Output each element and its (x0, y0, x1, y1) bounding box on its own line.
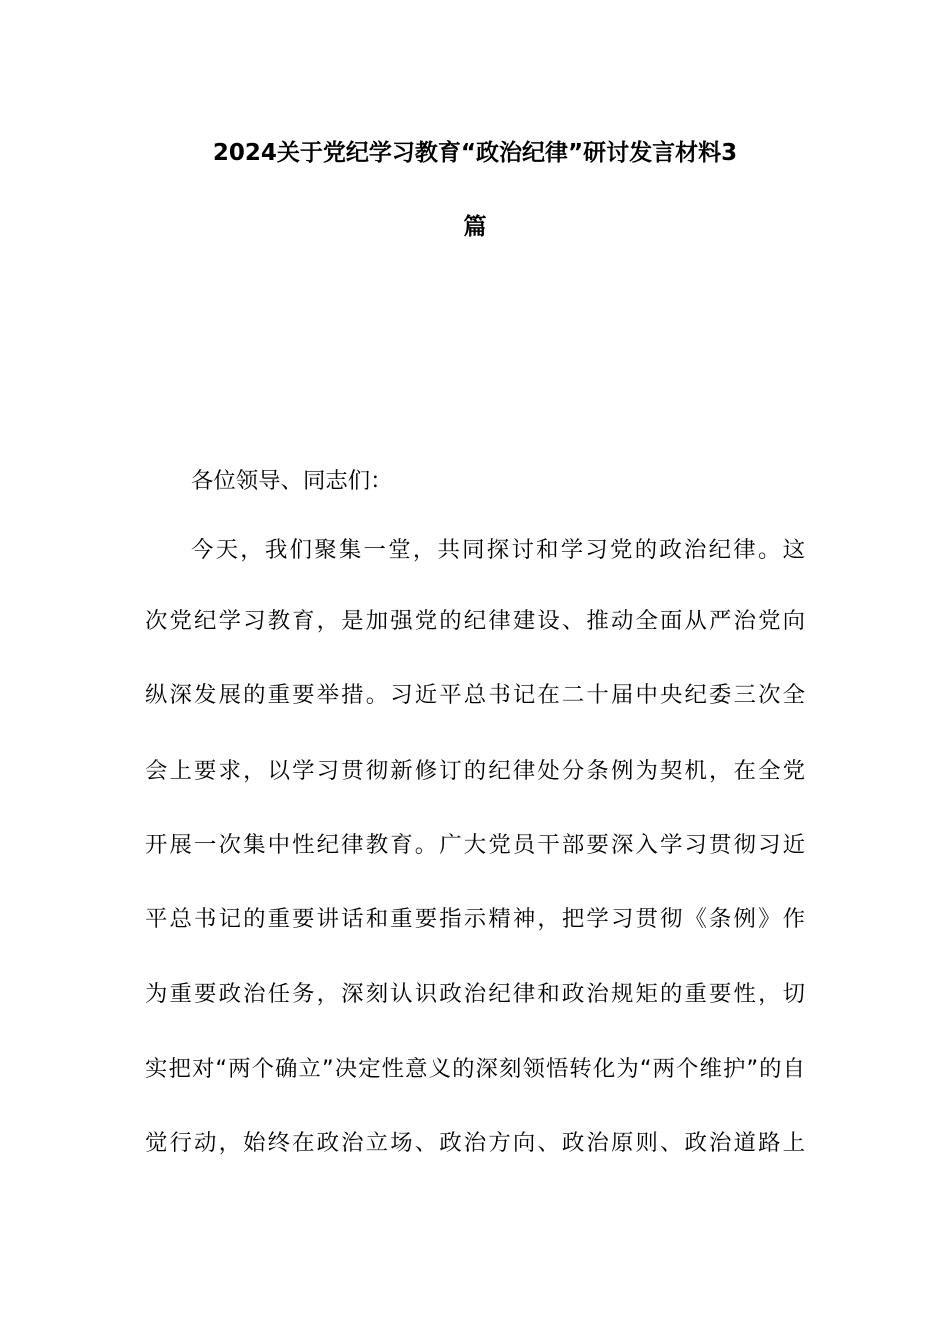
paragraph-line: 为重要政治任务，深刻认识政治纪律和政治规矩的重要性，切 (145, 981, 805, 1007)
document-title-line-2: 篇 (463, 214, 487, 240)
paragraph-line: 次党纪学习教育，是加强党的纪律建设、推动全面从严治党向 (145, 608, 805, 634)
document-title-line-1: 2024关于党纪学习教育“政治纪律”研讨发言材料3 (212, 140, 738, 166)
salutation: 各位领导、同志们： (191, 468, 393, 494)
paragraph-line: 会上要求，以学习贯彻新修订的纪律处分条例为契机，在全党 (145, 758, 805, 784)
paragraph-line: 开展一次集中性纪律教育。广大党员干部要深入学习贯彻习近 (145, 832, 805, 858)
paragraph-line: 纵深发展的重要举措。习近平总书记在二十届中央纪委三次全 (145, 682, 805, 708)
paragraph-line: 觉行动，始终在政治立场、政治方向、政治原则、政治道路上 (145, 1130, 805, 1156)
paragraph-line: 今天，我们聚集一堂，共同探讨和学习党的政治纪律。这 (191, 537, 805, 563)
paragraph-line: 平总书记的重要讲话和重要指示精神，把学习贯彻《条例》作 (145, 906, 805, 932)
paragraph-line: 实把对“两个确立”决定性意义的深刻领悟转化为“两个维护”的自 (145, 1056, 805, 1082)
